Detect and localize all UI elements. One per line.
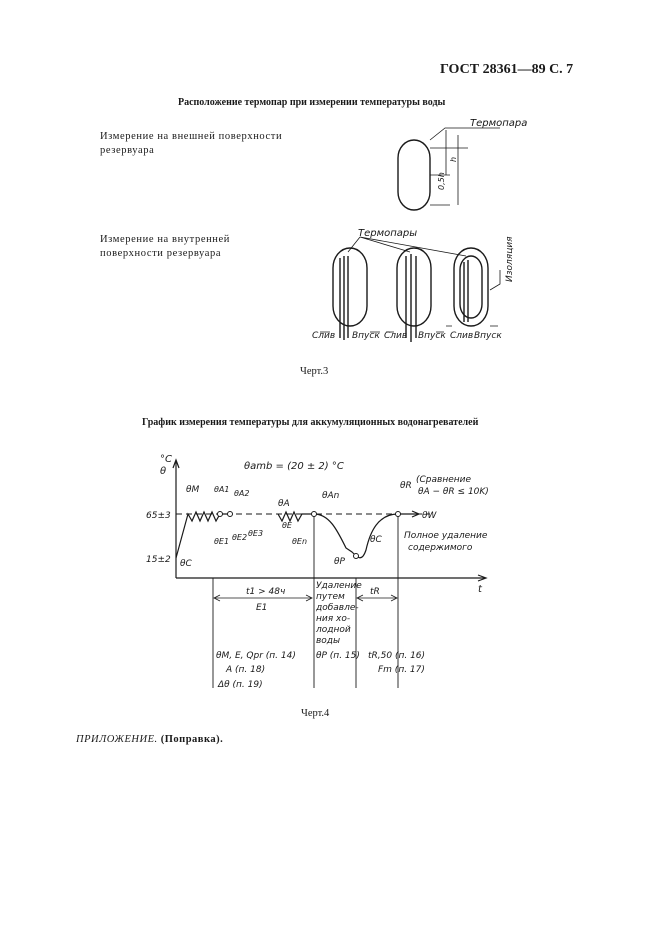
- compare-line1: (Сравнение: [416, 475, 472, 485]
- inlet-label-1: Впуск: [352, 331, 380, 341]
- external-measurement-text: Измерение на внешней поверхности резервуара: [100, 131, 283, 156]
- y-tick-65: 65±3: [146, 511, 171, 521]
- formula-1: θM, E, Qpr (п. 14): [216, 651, 296, 661]
- label-thE: θE: [282, 521, 292, 530]
- tR-label: tR: [370, 587, 380, 597]
- drain-label-2: Слив: [384, 331, 408, 341]
- dim-half-h: 0,5h: [437, 172, 446, 190]
- page-header: ГОСТ 28361—89 С. 7: [440, 62, 574, 77]
- formula-4: θP (п. 15): [316, 651, 360, 661]
- E1-label: E1: [256, 603, 268, 613]
- inlet-label-3: Впуск: [474, 331, 502, 341]
- drain-label-1: Слив: [312, 331, 336, 341]
- formula-2: A (п. 18): [226, 665, 266, 675]
- removal-line3: добавле-: [316, 603, 359, 613]
- inlet-label-2: Впуск: [418, 331, 446, 341]
- label-thEn: θEn: [292, 537, 308, 546]
- section1-title: Расположение термопар при измерении температуры воды: [178, 97, 446, 108]
- full-removal-line1: Полное удаление: [404, 531, 488, 541]
- thermocouples-label: Термопары: [358, 228, 418, 239]
- removal-line6: воды: [316, 636, 341, 646]
- drain-label-3: Слив: [450, 331, 474, 341]
- label-thP: θP: [334, 557, 345, 567]
- label-thM: θM: [186, 485, 200, 495]
- label-thR: θR: [400, 481, 412, 491]
- label-thC1: θC: [180, 559, 192, 569]
- external-tank: [398, 128, 500, 210]
- insulation-label: Изоляция: [505, 236, 515, 282]
- internal-tanks: [320, 237, 500, 342]
- formula-3: Δθ (п. 19): [218, 680, 263, 690]
- appendix-line: [76, 734, 223, 745]
- y-symbol: θ: [160, 466, 167, 477]
- appendix-note: (Поправка).: [160, 734, 224, 745]
- temperature-graph: [0, 440, 661, 700]
- formula-6: Fm (п. 17): [378, 665, 425, 675]
- figure4-caption: Черт.4: [301, 708, 330, 719]
- removal-line5: лодной: [316, 625, 351, 635]
- thermocouple-label: Термопара: [470, 118, 528, 129]
- removal-line4: ния хо-: [316, 614, 351, 624]
- t1-label: t1 > 48ч: [246, 587, 286, 597]
- figure3-caption: Черт.3: [300, 366, 329, 377]
- removal-line1: Удаление: [316, 581, 362, 591]
- ambient-label: θamb = (20 ± 2) °C: [244, 461, 344, 472]
- label-thA2: θA2: [234, 489, 250, 498]
- formula-5: tR,50 (п. 16): [368, 651, 426, 661]
- compare-line2: θA − θR ≤ 10K): [418, 487, 489, 497]
- internal-measurement-text: Измерение на внутренней поверхности резервуара: [100, 234, 230, 259]
- label-thE2: θE2: [232, 533, 248, 542]
- label-thAn: θAn: [322, 491, 340, 501]
- label-thC2: θC: [370, 535, 382, 545]
- full-removal-line2: содержимого: [408, 543, 473, 553]
- label-thE1: θE1: [214, 537, 230, 546]
- label-thA: θA: [278, 499, 290, 509]
- label-thA1: θA1: [214, 485, 230, 494]
- section2-title: График измерения температуры для аккумуляционных водонагревателей: [142, 417, 479, 428]
- appendix-label: ПРИЛОЖЕНИЕ.: [76, 734, 158, 745]
- y-unit: °C: [160, 454, 172, 465]
- x-symbol: t: [478, 584, 482, 595]
- label-thW: θW: [422, 511, 437, 521]
- dim-h: h: [449, 156, 458, 162]
- thermocouple-diagram: [0, 0, 661, 400]
- removal-line2: путем: [316, 592, 345, 602]
- y-tick-15: 15±2: [146, 555, 171, 565]
- label-thE3: θE3: [248, 529, 264, 538]
